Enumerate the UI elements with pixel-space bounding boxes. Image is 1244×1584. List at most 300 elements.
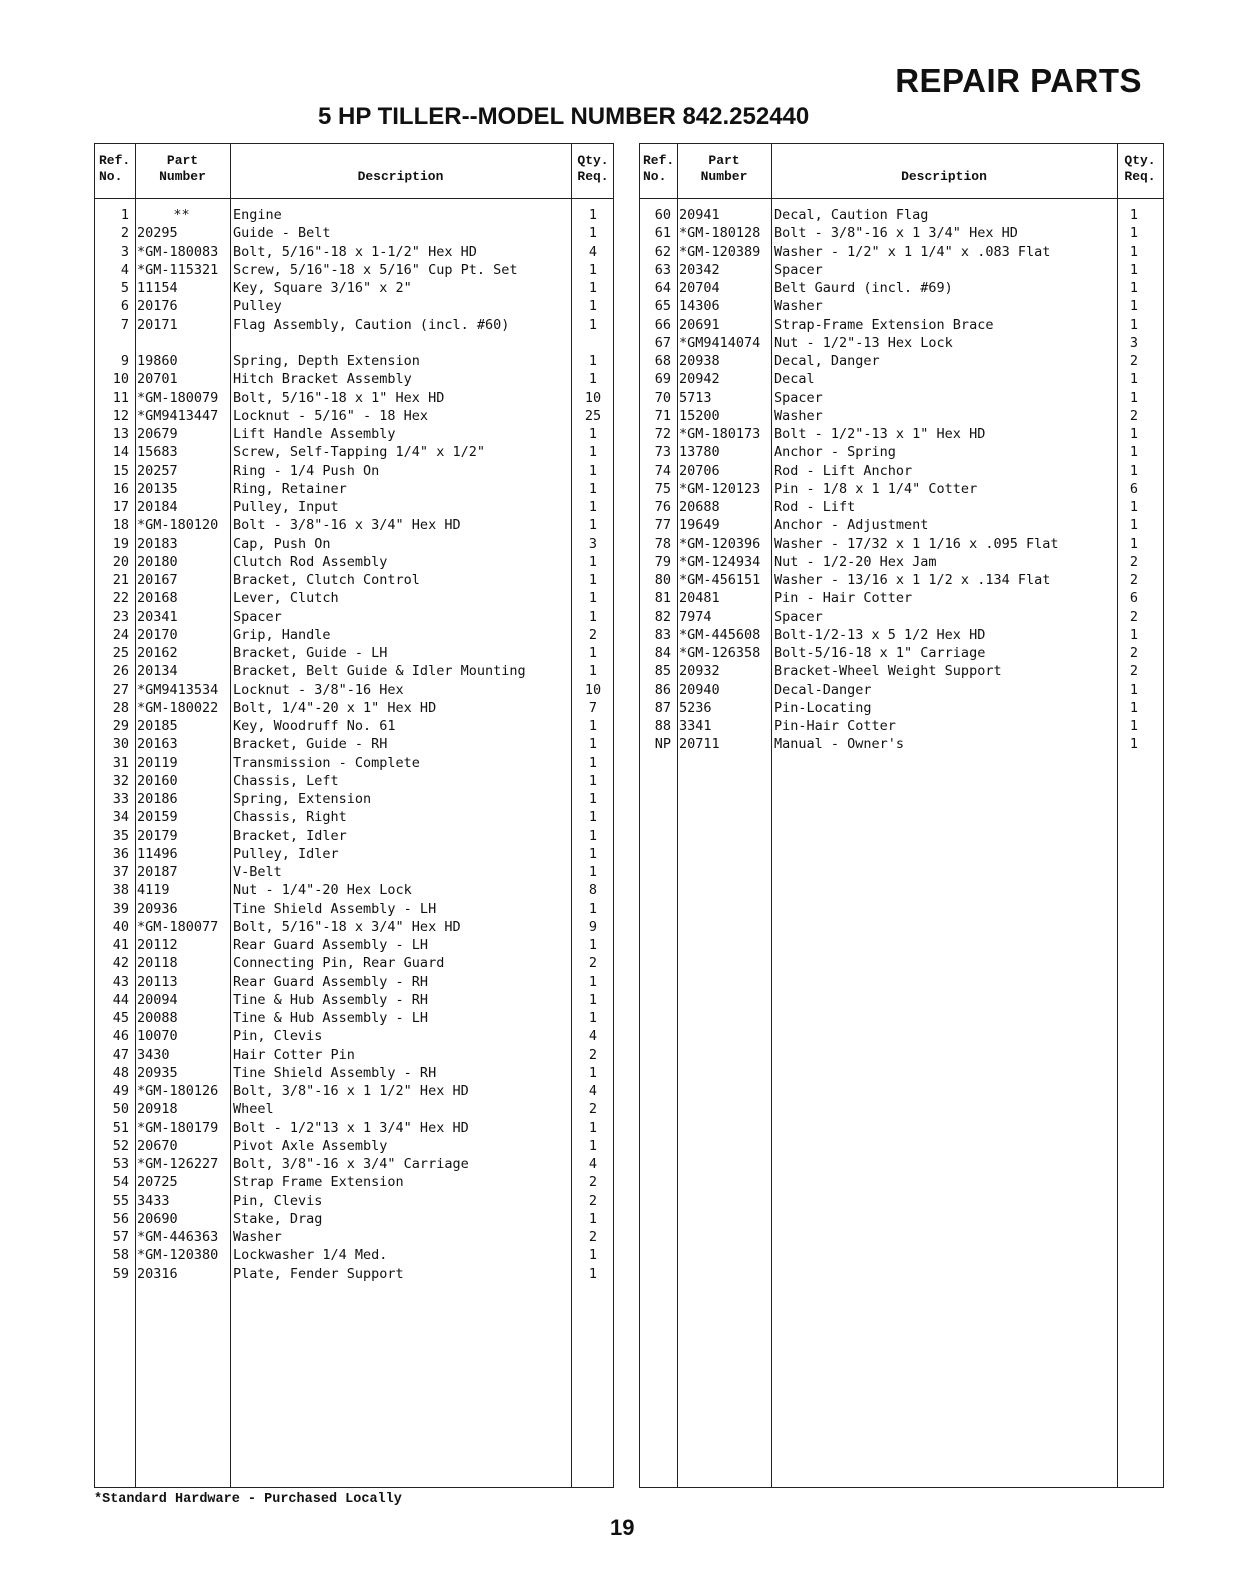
table-row bbox=[95, 425, 613, 443]
ref-no-cell: 66 bbox=[654, 316, 671, 333]
part-number-cell: 20342 bbox=[679, 261, 720, 278]
ref-no-cell: 85 bbox=[654, 663, 671, 680]
table-row bbox=[95, 1082, 613, 1100]
ref-no-cell: 32 bbox=[112, 772, 129, 789]
table-row bbox=[640, 662, 1163, 680]
description-cell: Rear Guard Assembly - RH bbox=[233, 973, 429, 990]
ref-no-cell: 69 bbox=[654, 371, 671, 388]
qty-cell: 1 bbox=[588, 791, 598, 807]
qty-cell: 1 bbox=[588, 991, 598, 1008]
parts-table-right bbox=[639, 143, 1164, 1488]
table-row bbox=[95, 863, 613, 881]
ref-no-cell: 61 bbox=[654, 225, 671, 242]
table-row bbox=[95, 498, 613, 516]
description-cell: Washer bbox=[233, 1229, 282, 1245]
table-row bbox=[95, 407, 613, 425]
ref-no-cell: 82 bbox=[654, 608, 671, 625]
ref-no-cell: 1 bbox=[120, 207, 129, 223]
table-row bbox=[95, 790, 613, 808]
description-cell: Bracket, Guide - LH bbox=[233, 645, 388, 661]
description-cell: Pin-Hair Cotter bbox=[774, 718, 896, 734]
qty-cell: 1 bbox=[1129, 225, 1139, 242]
ref-no-header: Ref. No. bbox=[99, 153, 131, 184]
ref-no-cell: 64 bbox=[654, 280, 671, 296]
qty-cell: 4 bbox=[588, 1156, 598, 1172]
ref-no-cell: 65 bbox=[654, 298, 671, 315]
part-number-cell: 20113 bbox=[137, 973, 178, 990]
ref-no-cell: 52 bbox=[112, 1137, 129, 1154]
table-row bbox=[640, 224, 1163, 242]
description-cell: Bolt - 1/2"-13 x 1" Hex HD bbox=[774, 426, 986, 442]
table-row bbox=[95, 918, 613, 936]
part-number-cell: *GM-126358 bbox=[679, 645, 761, 661]
part-number-cell: 20135 bbox=[137, 480, 178, 497]
qty-cell: 4 bbox=[588, 1083, 598, 1099]
description-cell: Key, Square 3/16" x 2" bbox=[233, 280, 412, 296]
ref-no-cell: 72 bbox=[654, 426, 671, 442]
ref-no-cell: 19 bbox=[112, 535, 129, 552]
table-row bbox=[640, 370, 1163, 388]
description-cell: Strap-Frame Extension Brace bbox=[774, 316, 994, 333]
part-number-cell: *GM-126227 bbox=[137, 1156, 219, 1172]
table-row bbox=[640, 334, 1163, 352]
part-number-cell: 3341 bbox=[679, 718, 712, 734]
part-number-cell: 20176 bbox=[137, 298, 178, 315]
ref-no-cell: 3 bbox=[120, 243, 129, 260]
table-row bbox=[95, 1027, 613, 1045]
description-cell: Locknut - 3/8"-16 Hex bbox=[233, 681, 404, 698]
ref-no-cell: 37 bbox=[112, 864, 129, 880]
description-cell: Pin, Clevis bbox=[233, 1028, 323, 1045]
ref-no-cell: 76 bbox=[654, 499, 671, 515]
table-row bbox=[95, 1009, 613, 1027]
qty-cell: 1 bbox=[588, 663, 598, 680]
part-number-cell: 20159 bbox=[137, 809, 178, 826]
part-number-cell: 20691 bbox=[679, 316, 720, 333]
description-cell: Lift Handle Assembly bbox=[233, 426, 396, 442]
table-row bbox=[95, 772, 613, 790]
part-number-cell: 20690 bbox=[137, 1210, 178, 1227]
qty-cell: 1 bbox=[1129, 462, 1139, 479]
description-cell: Decal, Caution Flag bbox=[774, 207, 929, 223]
table-row bbox=[640, 297, 1163, 315]
table-row bbox=[640, 480, 1163, 498]
part-number-cell: 20935 bbox=[137, 1064, 178, 1081]
table-row bbox=[95, 881, 613, 899]
ref-no-cell: 47 bbox=[112, 1046, 129, 1063]
part-number-cell: 20112 bbox=[137, 937, 178, 953]
part-number-cell: 20938 bbox=[679, 353, 720, 369]
qty-cell: 6 bbox=[1129, 590, 1139, 607]
description-cell: Spacer bbox=[233, 608, 282, 625]
description-cell: Spring, Extension bbox=[233, 791, 372, 807]
description-cell: Flag Assembly, Caution (incl. #60) bbox=[233, 316, 510, 333]
ref-no-cell: 75 bbox=[654, 480, 671, 497]
ref-no-cell: 2 bbox=[120, 225, 129, 242]
table-row bbox=[95, 1155, 613, 1173]
ref-no-cell: 81 bbox=[654, 590, 671, 607]
description-cell: Belt Gaurd (incl. #69) bbox=[774, 280, 953, 296]
table-row bbox=[95, 626, 613, 644]
part-number-cell: 20183 bbox=[137, 535, 178, 552]
description-cell: Decal-Danger bbox=[774, 681, 872, 698]
description-cell: Locknut - 5/16" - 18 Hex bbox=[233, 407, 429, 424]
description-cell: Pulley, Input bbox=[233, 499, 339, 515]
ref-no-cell: 21 bbox=[112, 572, 129, 588]
description-cell: Spring, Depth Extension bbox=[233, 353, 420, 369]
part-number-cell: 15200 bbox=[679, 407, 720, 424]
qty-cell: 1 bbox=[588, 937, 598, 953]
part-number-cell: *GM9413447 bbox=[137, 407, 219, 424]
part-number-cell: 20170 bbox=[137, 626, 178, 643]
table-row bbox=[640, 516, 1163, 534]
part-number-cell: *GM-180077 bbox=[137, 918, 219, 935]
qty-cell: 2 bbox=[1129, 572, 1139, 588]
table-row bbox=[95, 261, 613, 279]
qty-cell: 1 bbox=[588, 1265, 598, 1282]
ref-no-cell: 54 bbox=[112, 1174, 129, 1191]
table-row bbox=[95, 224, 613, 242]
qty-cell: 2 bbox=[588, 1046, 598, 1063]
ref-no-cell: NP bbox=[654, 736, 671, 753]
table-row bbox=[95, 589, 613, 607]
part-number-cell: 10070 bbox=[137, 1028, 178, 1045]
ref-no-cell: 31 bbox=[112, 754, 129, 771]
part-number-cell: *GM-446363 bbox=[137, 1229, 219, 1245]
table-row bbox=[95, 535, 613, 553]
part-number-cell: *GM-180022 bbox=[137, 699, 219, 716]
description-cell: Bolt - 1/2"13 x 1 3/4" Hex HD bbox=[233, 1119, 469, 1136]
ref-no-cell: 11 bbox=[112, 389, 129, 406]
ref-no-cell: 29 bbox=[112, 718, 129, 734]
part-number-cell: 20316 bbox=[137, 1265, 178, 1282]
description-cell: Ring, Retainer bbox=[233, 480, 347, 497]
qty-cell: 1 bbox=[588, 809, 598, 826]
ref-no-cell: 45 bbox=[112, 1010, 129, 1026]
ref-no-cell: 10 bbox=[112, 371, 129, 388]
ref-no-cell: 42 bbox=[112, 955, 129, 972]
qty-cell: 1 bbox=[1129, 426, 1139, 442]
part-number-cell: 19860 bbox=[137, 353, 178, 369]
table-row bbox=[640, 389, 1163, 407]
qty-cell: 1 bbox=[1129, 298, 1139, 315]
table-row bbox=[95, 516, 613, 534]
ref-no-cell: 43 bbox=[112, 973, 129, 990]
qty-cell: 1 bbox=[588, 900, 598, 917]
description-cell: Pin-Locating bbox=[774, 699, 872, 716]
table-row bbox=[95, 681, 613, 699]
description-cell: Washer - 13/16 x 1 1/2 x .134 Flat bbox=[774, 572, 1051, 588]
qty-cell: 1 bbox=[588, 845, 598, 862]
part-number-cell: 20187 bbox=[137, 864, 178, 880]
table-row bbox=[640, 407, 1163, 425]
ref-no-cell: 87 bbox=[654, 699, 671, 716]
page-number: 19 bbox=[610, 1515, 635, 1540]
table-row bbox=[95, 754, 613, 772]
part-number-cell: 3433 bbox=[137, 1192, 170, 1209]
ref-no-cell: 56 bbox=[112, 1210, 129, 1227]
table-row bbox=[640, 589, 1163, 607]
qty-cell: 1 bbox=[588, 718, 598, 734]
table-row bbox=[640, 681, 1163, 699]
qty-cell: 2 bbox=[588, 1192, 598, 1209]
part-number-cell: 20481 bbox=[679, 590, 720, 607]
ref-no-cell: 27 bbox=[112, 681, 129, 698]
qty-cell: 4 bbox=[588, 243, 598, 260]
qty-cell: 1 bbox=[588, 590, 598, 607]
table-row bbox=[95, 553, 613, 571]
table-row bbox=[640, 443, 1163, 461]
part-number-cell: 20119 bbox=[137, 754, 178, 771]
part-number-cell: 15683 bbox=[137, 444, 178, 461]
description-cell: Decal, Danger bbox=[774, 353, 880, 369]
ref-no-cell: 40 bbox=[112, 918, 129, 935]
description-cell: Nut - 1/4"-20 Hex Lock bbox=[233, 882, 412, 899]
ref-no-cell: 57 bbox=[112, 1229, 129, 1245]
table-row bbox=[95, 808, 613, 826]
part-number-cell: 20257 bbox=[137, 462, 178, 479]
qty-cell: 1 bbox=[1129, 499, 1139, 515]
table-row bbox=[640, 699, 1163, 717]
ref-no-cell: 77 bbox=[654, 517, 671, 534]
part-number-cell: 4119 bbox=[137, 882, 170, 899]
table-row bbox=[95, 1192, 613, 1210]
part-number-cell: 20179 bbox=[137, 827, 178, 844]
header-divider bbox=[640, 198, 1163, 199]
qty-cell: 1 bbox=[588, 225, 598, 242]
model-subtitle: 5 HP TILLER--MODEL NUMBER 842.252440 bbox=[318, 103, 810, 130]
table-row bbox=[95, 370, 613, 388]
description-cell: Connecting Pin, Rear Guard bbox=[233, 955, 445, 972]
table-row bbox=[95, 954, 613, 972]
qty-cell: 1 bbox=[1129, 207, 1139, 223]
qty-cell: 2 bbox=[1129, 407, 1139, 424]
ref-no-cell: 22 bbox=[112, 590, 129, 607]
ref-no-cell: 71 bbox=[654, 407, 671, 424]
table-row bbox=[640, 206, 1163, 224]
qty-cell: 3 bbox=[1129, 334, 1139, 351]
table-row bbox=[95, 297, 613, 315]
ref-no-cell: 23 bbox=[112, 608, 129, 625]
description-cell: Bolt, 1/4"-20 x 1" Hex HD bbox=[233, 699, 437, 716]
part-number-cell: *GM-180079 bbox=[137, 389, 219, 406]
qty-cell: 1 bbox=[588, 754, 598, 771]
ref-no-cell: 60 bbox=[654, 207, 671, 223]
part-number-cell: 20706 bbox=[679, 462, 720, 479]
part-number-cell: 20134 bbox=[137, 663, 178, 680]
table-row bbox=[95, 1173, 613, 1191]
description-cell: Lever, Clutch bbox=[233, 590, 339, 607]
part-number-cell: *GM-120380 bbox=[137, 1247, 219, 1264]
part-number-cell: ** bbox=[173, 207, 190, 223]
qty-cell: 6 bbox=[1129, 480, 1139, 497]
description-cell: Pin, Clevis bbox=[233, 1192, 323, 1209]
part-number-cell: 5713 bbox=[679, 389, 712, 406]
description-cell: Chassis, Right bbox=[233, 809, 347, 826]
part-number-cell: 20932 bbox=[679, 663, 720, 680]
description-cell: Spacer bbox=[774, 261, 823, 278]
part-number-cell: 20679 bbox=[137, 426, 178, 442]
part-number-cell: 20940 bbox=[679, 681, 720, 698]
ref-no-cell: 58 bbox=[112, 1247, 129, 1264]
table-row bbox=[95, 243, 613, 261]
ref-no-cell: 34 bbox=[112, 809, 129, 826]
table-row bbox=[95, 352, 613, 370]
table-row bbox=[95, 900, 613, 918]
description-cell: Cap, Push On bbox=[233, 535, 331, 552]
qty-cell: 1 bbox=[588, 480, 598, 497]
qty-cell: 1 bbox=[588, 298, 598, 315]
qty-cell: 1 bbox=[1129, 517, 1139, 534]
part-number-cell: *GM-180179 bbox=[137, 1119, 219, 1136]
description-cell: Lockwasher 1/4 Med. bbox=[233, 1247, 388, 1264]
description-cell: Transmission - Complete bbox=[233, 754, 420, 771]
qty-cell: 10 bbox=[584, 389, 602, 406]
description-cell: Tine & Hub Assembly - LH bbox=[233, 1010, 429, 1026]
table-row bbox=[95, 845, 613, 863]
description-cell: Bolt-1/2-13 x 5 1/2 Hex HD bbox=[774, 626, 986, 643]
ref-no-cell: 14 bbox=[112, 444, 129, 461]
qty-cell: 1 bbox=[588, 1119, 598, 1136]
table-row bbox=[640, 571, 1163, 589]
part-number-cell: 20184 bbox=[137, 499, 178, 515]
table-row bbox=[95, 644, 613, 662]
qty-cell: 1 bbox=[588, 261, 598, 278]
description-cell: Bracket-Wheel Weight Support bbox=[774, 663, 1002, 680]
qty-cell: 3 bbox=[588, 535, 598, 552]
table-row bbox=[95, 608, 613, 626]
table-row bbox=[640, 352, 1163, 370]
qty-cell: 2 bbox=[588, 1101, 598, 1118]
table-row bbox=[640, 644, 1163, 662]
description-cell: Bolt, 5/16"-18 x 1-1/2" Hex HD bbox=[233, 243, 477, 260]
part-number-cell: 20711 bbox=[679, 736, 720, 753]
description-cell: Pulley bbox=[233, 298, 282, 315]
qty-cell: 2 bbox=[588, 626, 598, 643]
qty-cell: 1 bbox=[588, 772, 598, 789]
ref-no-cell: 20 bbox=[112, 553, 129, 570]
table-row bbox=[640, 498, 1163, 516]
description-cell: Screw, Self-Tapping 1/4" x 1/2" bbox=[233, 444, 485, 461]
part-number-cell: *GM-124934 bbox=[679, 553, 761, 570]
qty-cell: 1 bbox=[588, 207, 598, 223]
part-number-cell: 20942 bbox=[679, 371, 720, 388]
part-number-header: Part Number bbox=[700, 153, 748, 184]
description-cell: Washer - 1/2" x 1 1/4" x .083 Flat bbox=[774, 243, 1051, 260]
table-row bbox=[95, 1210, 613, 1228]
parts-table-left bbox=[94, 143, 614, 1488]
table-row bbox=[95, 662, 613, 680]
table-row bbox=[640, 553, 1163, 571]
parts-rows-right bbox=[640, 206, 1163, 754]
part-number-cell: 20295 bbox=[137, 225, 178, 242]
description-cell: Key, Woodruff No. 61 bbox=[233, 718, 396, 734]
table-row bbox=[95, 973, 613, 991]
table-row bbox=[640, 462, 1163, 480]
description-cell: Anchor - Spring bbox=[774, 444, 896, 461]
table-row bbox=[95, 1064, 613, 1082]
ref-no-cell: 78 bbox=[654, 535, 671, 552]
page-title: REPAIR PARTS bbox=[895, 62, 1142, 99]
ref-no-cell: 84 bbox=[654, 645, 671, 661]
table-row bbox=[640, 316, 1163, 334]
qty-header: Qty. Req. bbox=[1124, 153, 1156, 184]
qty-cell: 2 bbox=[588, 1174, 598, 1191]
table-row bbox=[95, 206, 613, 224]
description-cell: Washer bbox=[774, 407, 823, 424]
table-row bbox=[95, 279, 613, 297]
ref-no-cell: 67 bbox=[654, 334, 671, 351]
table-row bbox=[640, 535, 1163, 553]
part-number-cell: 20701 bbox=[137, 371, 178, 388]
description-cell: Strap Frame Extension bbox=[233, 1174, 404, 1191]
description-cell: Pivot Axle Assembly bbox=[233, 1137, 388, 1154]
description-cell: Bolt, 5/16"-18 x 1" Hex HD bbox=[233, 389, 445, 406]
ref-no-cell: 51 bbox=[112, 1119, 129, 1136]
qty-cell: 1 bbox=[1129, 316, 1139, 333]
table-row bbox=[640, 243, 1163, 261]
ref-no-cell: 12 bbox=[112, 407, 129, 424]
table-row bbox=[95, 1137, 613, 1155]
part-number-cell: 11154 bbox=[137, 280, 178, 296]
part-number-cell: *GM-456151 bbox=[679, 572, 761, 588]
part-number-cell: 20941 bbox=[679, 207, 720, 223]
qty-cell: 4 bbox=[588, 1028, 598, 1045]
description-header: Description bbox=[901, 169, 987, 184]
description-cell: Stake, Drag bbox=[233, 1210, 323, 1227]
description-cell: Bolt - 3/8"-16 x 1 3/4" Hex HD bbox=[774, 225, 1018, 242]
qty-cell: 1 bbox=[588, 827, 598, 844]
part-number-cell: 7974 bbox=[679, 608, 712, 625]
qty-cell: 1 bbox=[1129, 280, 1139, 296]
qty-cell: 2 bbox=[1129, 645, 1139, 661]
qty-cell: 1 bbox=[588, 1137, 598, 1154]
parts-rows-left bbox=[95, 206, 613, 1283]
description-cell: Bolt, 3/8"-16 x 1 1/2" Hex HD bbox=[233, 1083, 469, 1099]
description-cell: Decal bbox=[774, 371, 815, 388]
ref-no-cell: 83 bbox=[654, 626, 671, 643]
qty-cell: 1 bbox=[588, 608, 598, 625]
description-cell: Tine Shield Assembly - LH bbox=[233, 900, 437, 917]
ref-no-cell: 13 bbox=[112, 426, 129, 442]
part-number-cell: *GM-120396 bbox=[679, 535, 761, 552]
table-row bbox=[95, 699, 613, 717]
description-cell: Bracket, Belt Guide & Idler Mounting bbox=[233, 663, 526, 680]
qty-cell: 1 bbox=[1129, 389, 1139, 406]
description-cell: Rod - Lift bbox=[774, 499, 856, 515]
qty-cell: 1 bbox=[588, 1210, 598, 1227]
qty-cell: 25 bbox=[584, 407, 602, 424]
table-row bbox=[95, 1046, 613, 1064]
description-cell: Spacer bbox=[774, 389, 823, 406]
description-cell: Bracket, Idler bbox=[233, 827, 347, 844]
ref-no-cell: 16 bbox=[112, 480, 129, 497]
description-cell: Rear Guard Assembly - LH bbox=[233, 937, 429, 953]
description-cell: Chassis, Left bbox=[233, 772, 339, 789]
ref-no-cell: 46 bbox=[112, 1028, 129, 1045]
ref-no-cell: 33 bbox=[112, 791, 129, 807]
qty-cell: 1 bbox=[1129, 261, 1139, 278]
ref-no-cell: 4 bbox=[120, 261, 129, 278]
qty-cell: 1 bbox=[588, 645, 598, 661]
qty-cell: 10 bbox=[584, 681, 602, 698]
ref-no-cell: 55 bbox=[112, 1192, 129, 1209]
part-number-cell: 20118 bbox=[137, 955, 178, 972]
table-row bbox=[95, 936, 613, 954]
table-row bbox=[95, 827, 613, 845]
qty-cell: 1 bbox=[588, 553, 598, 570]
qty-cell: 1 bbox=[1129, 535, 1139, 552]
